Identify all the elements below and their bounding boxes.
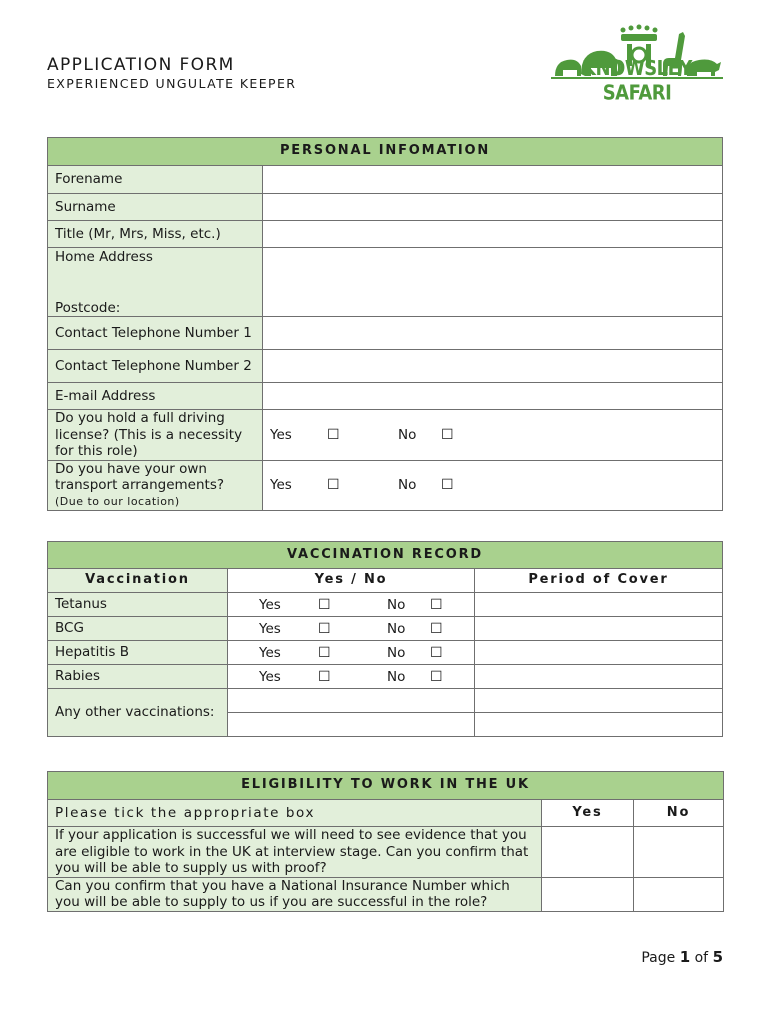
q1-no-box[interactable] (634, 827, 724, 878)
vaccination-yes-no (228, 617, 475, 641)
phone2-label: Contact Telephone Number 2 (48, 350, 263, 383)
yes-checkbox[interactable]: ☐ (318, 596, 331, 613)
forename-field[interactable] (263, 166, 723, 194)
no-label: No (387, 644, 406, 661)
form-title: APPLICATION FORM (47, 55, 235, 75)
email-label: E-mail Address (48, 383, 263, 410)
transport-yes-label: Yes (270, 477, 292, 493)
driving-yes-checkbox[interactable]: ☐ (327, 426, 340, 443)
phone1-label: Contact Telephone Number 1 (48, 317, 263, 350)
yes-label: Yes (259, 668, 281, 685)
col-period-of-cover: Period of Cover (475, 569, 723, 593)
driving-no-checkbox[interactable]: ☐ (441, 426, 454, 443)
yes-checkbox[interactable]: ☐ (318, 644, 331, 661)
forename-label: Forename (48, 166, 263, 194)
driving-no-label: No (398, 426, 417, 443)
vaccination-heading: VACCINATION RECORD (48, 542, 723, 569)
yes-label: Yes (259, 620, 281, 637)
title-field[interactable] (263, 221, 723, 248)
q2-yes-box[interactable] (542, 877, 634, 911)
surname-label: Surname (48, 194, 263, 221)
phone2-field[interactable] (263, 350, 723, 383)
period-of-cover-field[interactable] (475, 593, 723, 617)
other-vaccinations-field[interactable] (228, 689, 475, 713)
col-yes: Yes (542, 800, 634, 827)
home-address-cell (48, 248, 263, 317)
eligibility-heading: ELIGIBILITY TO WORK IN THE UK (48, 772, 724, 800)
no-label: No (387, 668, 406, 685)
personal-info-heading: PERSONAL INFOMATION (48, 138, 723, 166)
home-address-field[interactable] (263, 248, 723, 317)
no-checkbox[interactable]: ☐ (430, 644, 443, 661)
no-checkbox[interactable]: ☐ (430, 668, 443, 685)
email-field[interactable] (263, 383, 723, 410)
phone1-field[interactable] (263, 317, 723, 350)
vaccination-name: BCG (48, 617, 228, 641)
vaccination-name: Hepatitis B (48, 641, 228, 665)
vaccination-yes-no (228, 641, 475, 665)
yes-label: Yes (259, 596, 281, 613)
col-vaccination: Vaccination (48, 569, 228, 593)
driving-yes-label: Yes (270, 426, 292, 443)
transport-cell (48, 460, 263, 511)
transport-no-label: No (398, 477, 417, 493)
eligibility-question-1: If your application is successful we will need to see evidence that you are eligible to work in the UK at interview stage. Can you confirm that you will be able to supply us with proof? (48, 827, 542, 878)
no-label: No (387, 596, 406, 613)
other-vaccinations-label: Any other vaccinations: (48, 689, 228, 737)
no-checkbox[interactable]: ☐ (430, 596, 443, 613)
other-period-field[interactable] (475, 689, 723, 713)
col-yes-no: Yes / No (228, 569, 475, 593)
surname-field[interactable] (263, 194, 723, 221)
vaccination-yes-no (228, 665, 475, 689)
postcode-label: Postcode: (55, 299, 121, 316)
driving-license-options (263, 410, 723, 461)
period-of-cover-field[interactable] (475, 641, 723, 665)
other-period-field[interactable] (475, 713, 723, 737)
no-checkbox[interactable]: ☐ (430, 620, 443, 637)
vaccination-name: Rabies (48, 665, 228, 689)
other-vaccinations-field[interactable] (228, 713, 475, 737)
transport-yes-checkbox[interactable]: ☐ (327, 477, 340, 493)
yes-label: Yes (259, 644, 281, 661)
eligibility-question-2: Can you confirm that you have a National Insurance Number which you will be able to supply to us if you are successful in the role? (48, 877, 542, 911)
vaccination-table (47, 541, 723, 737)
personal-info-table (47, 137, 723, 511)
eligibility-instruction: Please tick the appropriate box (48, 800, 542, 827)
page-number (641, 948, 723, 966)
page-total: 5 (712, 948, 723, 966)
form-subtitle: EXPERIENCED UNGULATE KEEPER (47, 76, 297, 91)
eligibility-table (47, 771, 724, 912)
q1-yes-box[interactable] (542, 827, 634, 878)
yes-checkbox[interactable]: ☐ (318, 620, 331, 637)
transport-no-checkbox[interactable]: ☐ (441, 477, 454, 493)
period-of-cover-field[interactable] (475, 665, 723, 689)
transport-note: (Due to our location) (55, 494, 180, 508)
col-no: No (634, 800, 724, 827)
page-label: Page (641, 950, 676, 966)
driving-license-label: Do you hold a full driving license? (This is a necessity for this role) (48, 410, 263, 461)
vaccination-yes-no (228, 593, 475, 617)
period-of-cover-field[interactable] (475, 617, 723, 641)
yes-checkbox[interactable]: ☐ (318, 668, 331, 685)
q2-no-box[interactable] (634, 877, 724, 911)
title-label: Title (Mr, Mrs, Miss, etc.) (48, 221, 263, 248)
page-of: of (694, 950, 709, 966)
logo-wordmark: KNOWSLEY SAFARI (582, 56, 692, 106)
vaccination-name: Tetanus (48, 593, 228, 617)
transport-options (263, 460, 723, 511)
home-address-label: Home Address (55, 249, 153, 265)
transport-label: Do you have your own transport arrangements? (55, 460, 225, 493)
no-label: No (387, 620, 406, 637)
page-current: 1 (679, 948, 691, 966)
knowsley-safari-logo (551, 24, 723, 106)
